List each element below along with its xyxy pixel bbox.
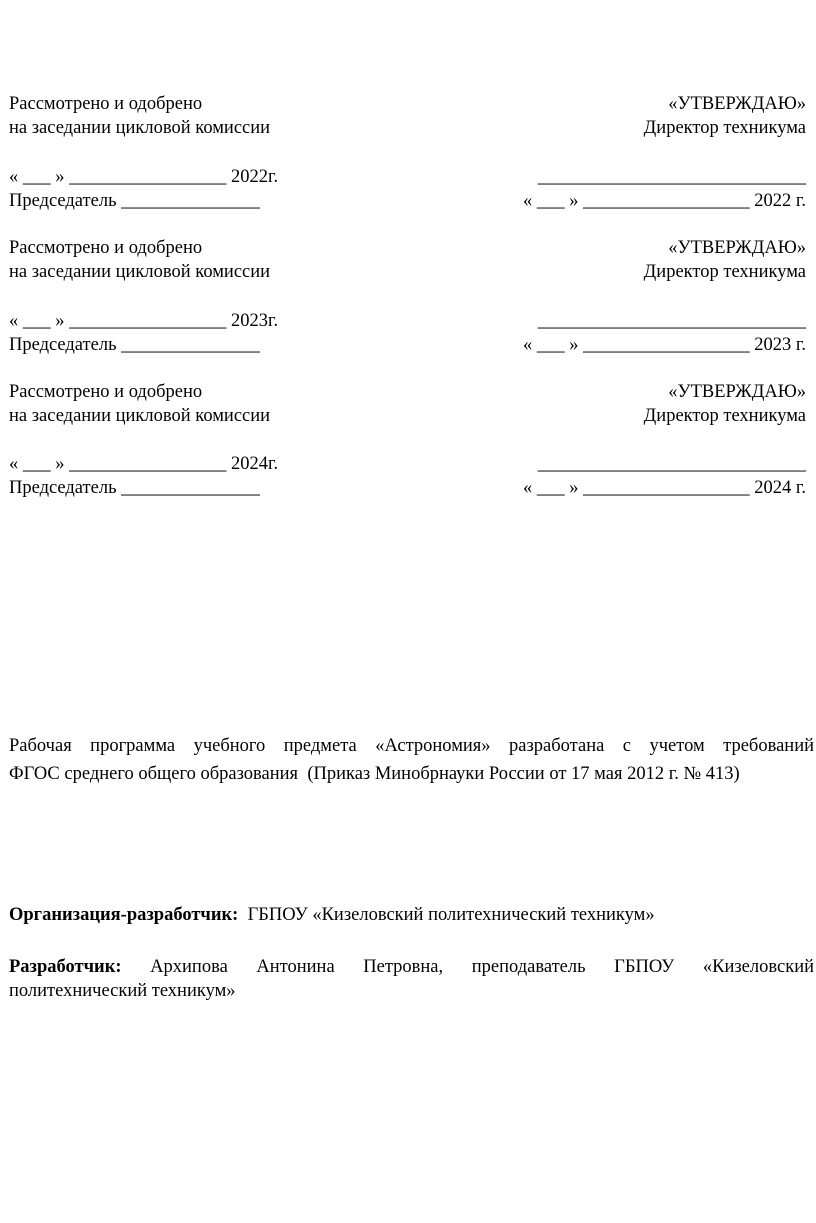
program-statement-line-1: Рабочая программа учебного предмета «Астрономия» разработана с учетом требований — [9, 736, 814, 756]
commission-date-line: « ___ » _________________ 2023г. — [9, 311, 279, 331]
director-date-line: « ___ » __________________ 2022 г. — [522, 191, 806, 211]
commission-label: на заседании цикловой комиссии — [9, 118, 271, 138]
commission-label: на заседании цикловой комиссии — [9, 406, 271, 426]
reviewed-label: Рассмотрено и одобрено — [9, 238, 203, 258]
developer-label: Разработчик: — [9, 957, 122, 977]
approve-heading: «УТВЕРЖДАЮ» — [668, 238, 806, 258]
director-signature-line: _____________________________ — [537, 311, 806, 331]
reviewed-label: Рассмотрено и одобрено — [9, 382, 203, 402]
commission-date-line: « ___ » _________________ 2024г. — [9, 454, 279, 474]
chair-signature-line: Председатель _______________ — [9, 191, 260, 211]
director-label: Директор техникума — [643, 262, 806, 282]
organization-value: ГБПОУ «Кизеловский политехнический техникум» — [247, 905, 655, 925]
approve-heading: «УТВЕРЖДАЮ» — [668, 94, 806, 114]
chair-signature-line: Председатель _______________ — [9, 478, 260, 498]
commission-date-line: « ___ » _________________ 2022г. — [9, 167, 279, 187]
organization-row — [9, 903, 655, 927]
director-date-line: « ___ » __________________ 2023 г. — [522, 335, 806, 355]
director-signature-line: _____________________________ — [537, 167, 806, 187]
developer-row — [9, 955, 814, 979]
approve-heading: «УТВЕРЖДАЮ» — [668, 382, 806, 402]
director-date-line: « ___ » __________________ 2024 г. — [522, 478, 806, 498]
chair-signature-line: Председатель _______________ — [9, 335, 260, 355]
organization-label: Организация-разработчик: — [9, 905, 239, 925]
developer-value-line-2: политехнический техникум» — [9, 981, 236, 1001]
director-signature-line: _____________________________ — [537, 454, 806, 474]
reviewed-label: Рассмотрено и одобрено — [9, 94, 203, 114]
program-statement-line-2: ФГОС среднего общего образования (Приказ Минобрнауки России от 17 мая 2012 г. № 413) — [9, 764, 740, 784]
director-label: Директор техникума — [643, 118, 806, 138]
commission-label: на заседании цикловой комиссии — [9, 262, 271, 282]
director-label: Директор техникума — [643, 406, 806, 426]
developer-value-line-1: Архипова Антонина Петровна, преподаватель ГБПОУ «Кизеловский — [150, 957, 814, 977]
